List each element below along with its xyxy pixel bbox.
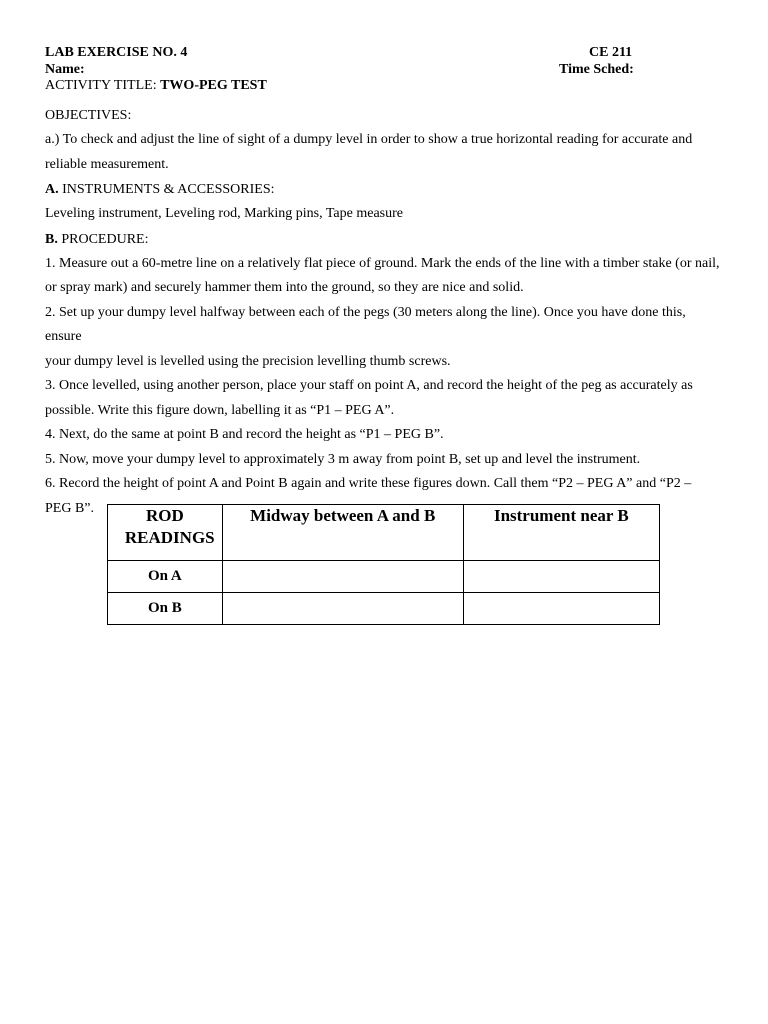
activity-title-line [45, 78, 267, 95]
procedure-line: or spray mark) and securely hammer them into the ground, so they are nice and solid. [45, 280, 524, 295]
cell-on-a-midway[interactable] [222, 561, 463, 593]
header-midway: Midway between A and B [222, 505, 463, 561]
cell-on-b-near-b[interactable] [463, 593, 659, 625]
document-body [45, 103, 725, 521]
objective-line: reliable measurement. [45, 156, 169, 172]
instruments-heading [45, 177, 725, 202]
row-label-on-a: On A [108, 561, 223, 593]
procedure-line: 2. Set up your dumpy level halfway between each of the pegs (30 meters along the line). Once you have done this, ensure [45, 304, 686, 344]
section-title: PROCEDURE: [57, 231, 149, 247]
header-rod-readings-text: ROD READINGS [124, 506, 215, 547]
course-code: CE 211 [589, 45, 633, 60]
section-letter: A. [45, 182, 59, 197]
procedure-heading [45, 227, 725, 252]
procedure-line: 4. Next, do the same at point B and record the height as “P1 – PEG B”. [45, 427, 444, 442]
time-sched-label: Time Sched: [559, 61, 634, 77]
activity-title-label: ACTIVITY TITLE: [45, 78, 161, 93]
name-label: Name: [45, 61, 85, 77]
header-left [45, 45, 267, 95]
objectives-heading: OBJECTIVES: [45, 108, 132, 123]
table-row [108, 561, 660, 593]
header-instrument-near-b: Instrument near B [463, 505, 659, 561]
section-title: INSTRUMENTS & ACCESSORIES: [58, 182, 275, 197]
procedure-line: 3. Once levelled, using another person, place your staff on point A, and record the height of the peg as accurately as [45, 378, 693, 393]
cell-on-a-near-b[interactable] [463, 561, 659, 593]
section-letter: B. [45, 231, 58, 247]
table-header-row [108, 505, 660, 561]
procedure-line: 1. Measure out a 60-metre line on a relatively flat piece of ground. Mark the ends of the line with a timber stake (or nail, [45, 255, 720, 271]
row-label-on-b: On B [108, 593, 223, 625]
procedure-line: PEG B”. [45, 500, 94, 516]
procedure-line: 5. Now, move your dumpy level to approximately 3 m away from point B, set up and level the instrument. [45, 451, 641, 467]
activity-title: TWO-PEG TEST [160, 78, 267, 93]
procedure-line: possible. Write this figure down, labelling it as “P1 – PEG A”. [45, 402, 395, 418]
header-rod-readings [108, 505, 223, 561]
objective-line: a.) To check and adjust the line of sight of a dumpy level in order to show a true horizontal reading for accurate and [45, 132, 693, 147]
rod-readings-table [107, 504, 660, 625]
header-right [559, 45, 634, 78]
instruments-list: Leveling instrument, Leveling rod, Marking pins, Tape measure [45, 206, 404, 221]
table-row [108, 593, 660, 625]
lab-exercise-number: LAB EXERCISE NO. 4 [45, 45, 188, 60]
procedure-line: 6. Record the height of point A and Point B again and write these figures down. Call them “P2 – PEG A” and “P2 – [45, 476, 692, 491]
cell-on-b-midway[interactable] [222, 593, 463, 625]
procedure-line: your dumpy level is levelled using the precision levelling thumb screws. [45, 353, 451, 369]
